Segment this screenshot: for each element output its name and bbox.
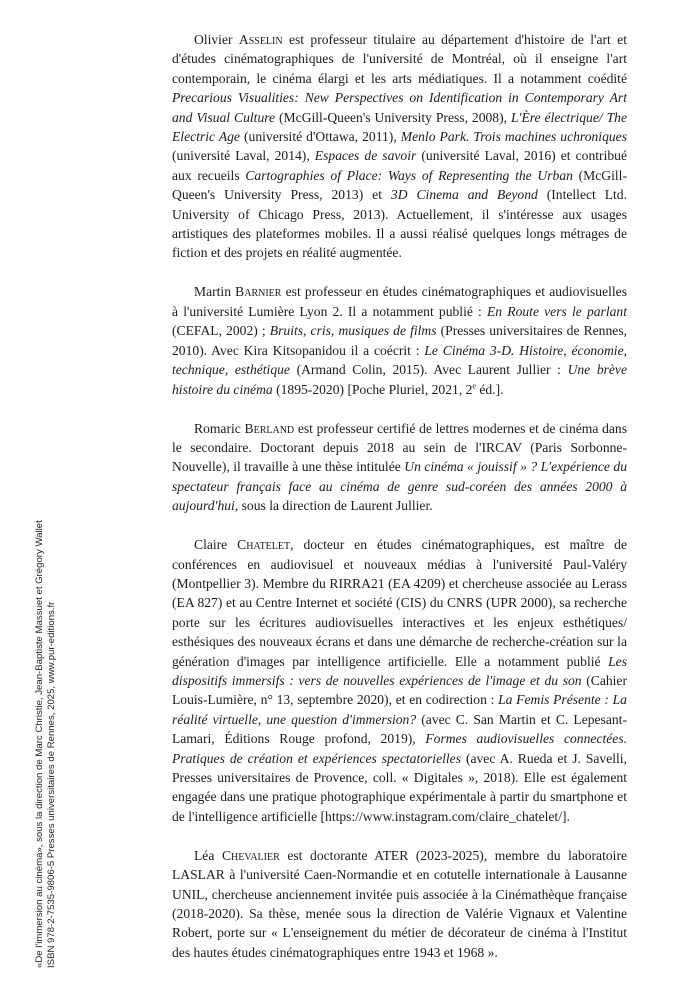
copyright-sidenote [34,520,57,968]
text-segment: éd.]. [475,381,504,397]
author-last-name: Chatelet [237,537,291,553]
italic-title-segment: Menlo Park. Trois machines uchroniques [400,129,628,145]
author-last-name: Asselin [238,32,283,47]
italic-title-segment: Un cinéma « jouissif » ? L'expérience du spectateur français face au cinéma de genre sud-coréen des années 2000 à aujourd'hui [172,459,627,514]
bio-paragraph [172,30,627,263]
italic-title-segment: Cartographies of Place: Ways of Representing the Urban [245,167,573,183]
text-segment: (Armand Colin, 2015). Avec Laurent Jullier : [289,362,568,378]
bio-paragraph [172,535,627,826]
italic-title-segment: L'Ère électrique/ The Electric Age [172,109,628,145]
italic-title-segment: Une brève histoire du cinéma [172,362,628,397]
italic-title-segment: Le Cinéma 3-D. Histoire, économie, technique, esthétique [172,342,627,378]
bio-text [172,284,627,396]
italic-title-segment: En Route vers le parlant [487,303,627,319]
author-last-name: Barnier [235,284,282,300]
text-segment: (1895-2020) [Poche Pluriel, 2021, 2 [272,381,473,397]
italic-title-segment: Precarious Visualities: New Perspectives on Identification in Contemporary Art and Visual Culture [172,90,627,125]
text-segment: (université Laval, 2014), [172,148,315,164]
bio-paragraph [172,846,627,962]
text-segment: (avec C. San Martin et C. Lepesant-Lamari, Éditions Rouge profond, 2019), [172,711,627,747]
text-segment: (CEFAL, 2002) ; [172,323,270,339]
author-first-name: Léa [194,847,215,863]
author-first-name: Claire [194,537,228,553]
text-segment: (McGill-Queen's University Press, 2013) et [172,167,627,203]
bio-paragraph [172,282,627,398]
text-segment: (université Laval, 2016) et contribué aux recueils [172,148,627,183]
author-last-name: Berland [244,420,295,436]
author-first-name: Martin [194,284,231,300]
author-first-name: Romaric [194,420,241,436]
text-segment: (Presses universitaires de Rennes, 2010). Avec Kira Kitsopanidou il a coécrit : [172,323,628,358]
text-segment: (Cahier Louis-Lumière, n° 13, septembre 2020), et en codirection : [172,672,627,708]
italic-title-segment: Bruits, cris, musiques de films [269,323,437,339]
sidenote-line-1: «De l'immersion au cinéma», sous la direction de Marc Christie, Jean-Baptiste Massuet et Grégory Wallet [34,520,45,968]
biographies-text [172,30,627,982]
italic-title-segment: 3D Cinema and Beyond [390,187,538,203]
text-segment: , sous la direction de Laurent Jullier. [234,498,433,514]
bio-text [172,848,627,960]
italic-title-segment: Espaces de savoir [314,148,417,164]
text-segment: , docteur en études cinématographiques, est maître de conférences en audiovisuel et nouveaux médias à l'université Paul-Valéry (Montpellier 3). Membre du RIRRA21 (EA 4209) et chercheuse associée au Lerass (EA 827) et au Centre Internet et société (CIS) du CNRS (UPR 2000), sa recherche porte sur les écritures audiovisuelles interactives et les enjeux esthétiques/ esthésiques des nouveaux écrans et dans une démarche de recherche-création sur la génération d'images par intelligence artificielle. Elle a notamment publié [172,537,627,669]
italic-title-segment: Formes audiovisuelles connectées. Pratiques de création et expériences spectatorielles [172,731,628,766]
author-first-name: Olivier [194,32,233,47]
text-segment: (université d'Ottawa, 2011), [239,129,401,145]
text-segment: est doctorante ATER (2023-2025), membre du laboratoire LASLAR à l'université Caen-Normandie et en cotutelle internationale à Lausanne UNIL, chercheuse anciennement invitée puis associée à la Cinémathèque française (2018-2020). Sa thèse, menée sous la direction de Valérie Vignaux et Valentine Robert, porte sur « L'enseignement du métier de décorateur de cinéma à l'Institut des hautes études cinématographiques entre 1943 et 1968 ». [172,847,627,960]
text-segment: (Intellect Ltd. University of Chicago Press, 2013). Actuellement, il s'intéresse aux usages artistiques des plateformes mobiles. Il a aussi réalisé quelques longs métrages de fiction et des projets en réalité augmentée. [172,187,628,261]
text-segment: est professeur certifié de lettres modernes et de cinéma dans le secondaire. Doctorant depuis 2018 au sein de l'IRCAV (Paris Sorbonne-Nouvelle), il travaille à une thèse intitulée [172,420,627,475]
sidenote-line-2: ISBN 978-2-7535-9806-5 Presses universitaires de Rennes, 2025, www.pur-editions.fr [45,601,57,968]
text-segment: e [472,380,476,390]
text-segment: (avec A. Rueda et J. Savelli, Presses universitaires de Provence, coll. « Digitales », 2018). Elle est également engagée dans une pratique photographique expérimentale à partir du smartphone et de l'intelligence artificielle [https://www.instagram.com/claire_chatelet/]. [172,750,627,824]
bio-text [172,32,627,260]
author-last-name: Chevalier [221,847,280,863]
text-segment: est professeur titulaire au département d'histoire de l'art et d'études cinématographiques de l'université de Montréal, où il enseigne l'art contemporain, le cinéma élargi et les arts médiatiques. Il a notamment coédité [172,32,627,86]
bio-text [172,537,627,824]
italic-title-segment: Les dispositifs immersifs : vers de nouvelles expériences de l'image et du son [172,653,627,688]
bio-paragraph [172,419,627,516]
text-segment: (McGill-Queen's University Press, 2008), [275,109,511,125]
italic-title-segment: La Femis Présente : La réalité virtuelle, une question d'immersion? [172,692,627,727]
text-segment: est professeur en études cinématographiques et audiovisuelles à l'université Lumière Lyon 2. Il a notamment publié : [172,284,627,319]
bio-text [172,421,627,514]
